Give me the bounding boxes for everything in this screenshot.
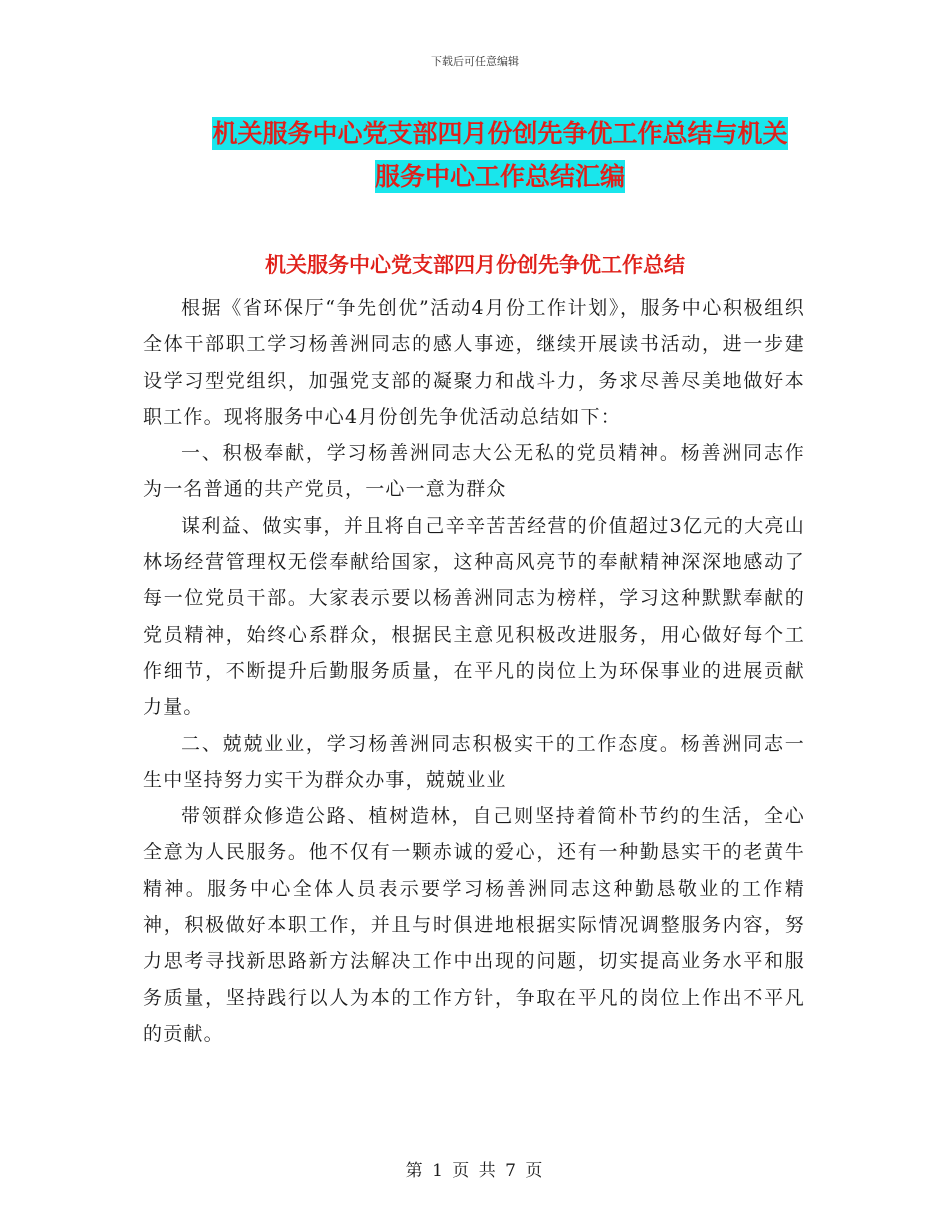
paragraph: 谋利益、做实事，并且将自己辛辛苦苦经营的价值超过3亿元的大亮山林场经营管理权无偿奉献给国家，这种高风亮节的奉献精神深深地感动了每一位党员干部。大家表示要以杨善洲同志为榜样，学习这种默默奉献的党员精神，始终心系群众，根据民主意见积极改进服务，用心做好每个工作细节，不断提升后勤服务质量，在平凡的岗位上为环保事业的进展贡献力量。 (143, 514, 805, 719)
paragraph: 带领群众修造公路、植树造林，自己则坚持着简朴节约的生活，全心全意为人民服务。他不仅有一颗赤诚的爱心，还有一种勤恳实干的老黄牛精神。服务中心全体人员表示要学习杨善洲同志这种勤恳敬业的工作精神，积极做好本职工作，并且与时俱进地根据实际情况调整服务内容，努力思考寻找新思路新方法解决工作中出现的问题，切实提高业务水平和服务质量，坚持践行以人为本的工作方针，争取在平凡的岗位上作出不平凡的贡献。 (143, 805, 805, 1045)
paragraph: 一、积极奉献，学习杨善洲同志大公无私的党员精神。杨善洲同志作为一名普通的共产党员，一心一意为群众 (143, 442, 805, 501)
header-note: 下载后可任意编辑 (431, 55, 519, 68)
section-title: 机关服务中心党支部四月份创先争优工作总结 (265, 253, 685, 277)
page-number: 第 1 页 共 7 页 (405, 1161, 545, 1181)
paragraph: 根据《省环保厅“争先创优”活动4月份工作计划》，服务中心积极组织全体干部职工学习杨善洲同志的感人事迹，继续开展读书活动，进一步建设学习型党组织，加强党支部的凝聚力和战斗力，务求尽善尽美地做好本职工作。现将服务中心4月份创先争优活动总结如下： (143, 297, 805, 428)
paragraph: 二、兢兢业业，学习杨善洲同志积极实干的工作态度。杨善洲同志一生中坚持努力实干为群众办事，兢兢业业 (143, 732, 805, 791)
title-line-2: 服务中心工作总结汇编 (374, 162, 625, 191)
title-line-1: 机关服务中心党支部四月份创先争优工作总结与机关 (212, 119, 788, 148)
document-title (140, 112, 860, 198)
document-body (143, 290, 805, 1052)
